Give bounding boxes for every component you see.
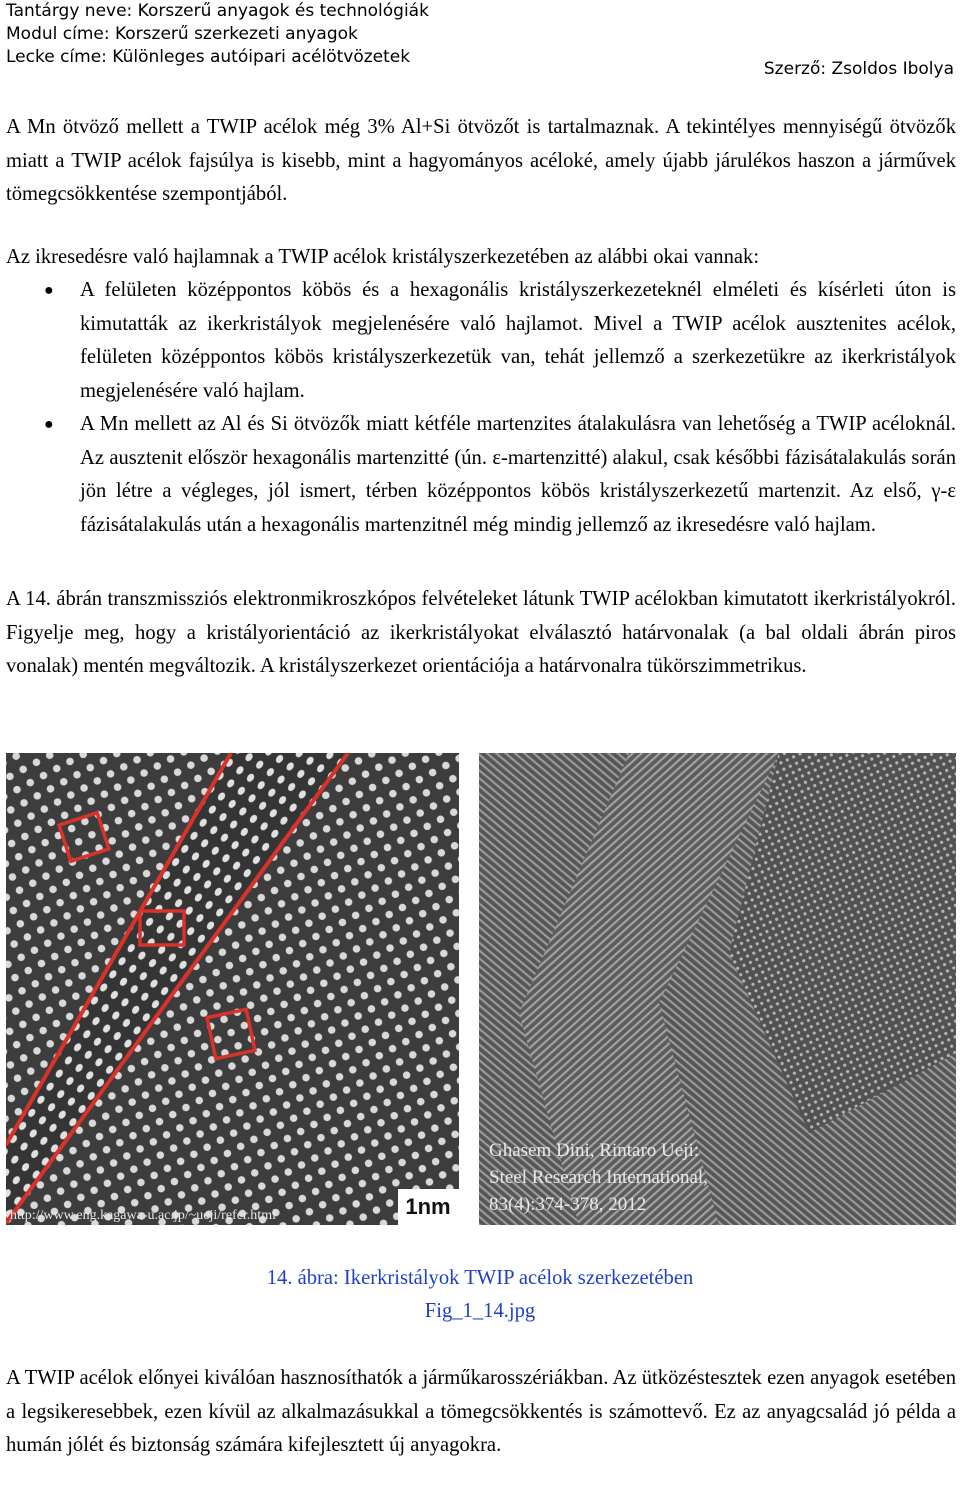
page-header bbox=[6, 0, 954, 79]
bullet-item bbox=[0, 408, 956, 542]
paragraph-twinning-intro: Az ikresedésre való hajlamnak a TWIP acélok kristályszerkezetében az alábbi okai vannak: bbox=[6, 246, 760, 268]
credit-line-1: Ghasem Dini, Rintaro Ueji: bbox=[489, 1140, 700, 1161]
figure-filename: Fig_1_14.jpg bbox=[424, 1300, 536, 1322]
course-name: Tantárgy neve: Korszerű anyagok és technológiák bbox=[6, 1, 429, 21]
image-url: http://www.eng.kagawa-u.ac.jp/~ueji/refer.html bbox=[10, 1208, 276, 1223]
module-title: Modul címe: Korszerű szerkezeti anyagok bbox=[6, 24, 358, 44]
paragraph-figure-description: A 14. ábrán transzmissziós elektronmikroszkópos felvételeket látunk TWIP acélokban kimutatott ikerkristályokról. Figyelje meg, hogy a kristályorientáció az ikerkristályokat elválasztó határvonalak (a bal oldali ábrán piros vonalak) mentén megváltozik. A kristályszerkezet orientációja a határvonalra tükörszimmetrikus. bbox=[6, 588, 956, 677]
figure-caption: 14. ábra: Ikerkristályok TWIP acélok szerkezetében bbox=[266, 1267, 694, 1289]
bullet-list bbox=[0, 274, 956, 542]
lesson-title: Lecke címe: Különleges autóipari acélötvözetek bbox=[6, 47, 411, 67]
bullet-dot-icon: ● bbox=[44, 416, 54, 433]
bullet-item bbox=[0, 274, 956, 408]
author-name: Szerző: Zsoldos Ibolya bbox=[763, 59, 954, 79]
tem-image-right bbox=[479, 753, 956, 1225]
scale-label: 1nm bbox=[405, 1194, 451, 1219]
tem-image-left bbox=[6, 753, 459, 1225]
paragraph-alloying: A Mn ötvöző mellett a TWIP acélok még 3% Al+Si ötvözőt is tartalmaznak. A tekintélyes mennyiségű ötvözők miatt a TWIP acélok fajsúlya is kisebb, mint a hagyományos acéloké, amely újabb járulékos haszon a járművek tömegcsökkentése szempontjából. bbox=[6, 116, 956, 205]
paragraph-advantages: A TWIP acélok előnyei kiválóan hasznosíthatók a járműkarosszériákban. Az ütközéstesztek ezen anyagok esetében a legsikeresebbek, ezen kívül az alkalmazásukkal a tömegcsökkentés is számottevő. Ez az anyagcsalád jó példa a humán jólét és biztonság számára kifejlesztett új anyagokra. bbox=[6, 1367, 956, 1456]
credit-line-3: 83(4):374-378, 2012 bbox=[489, 1194, 647, 1215]
bullet-dot-icon: ● bbox=[44, 282, 54, 299]
bullet-text: A felületen középpontos köbös és a hexagonális kristályszerkezeteknél elméleti és kísérleti úton is kimutatták az ikerkristályok megjelenésére való hajlamot. Mivel a TWIP acélok ausztenites acélok, felületen középpontos köbös kristályszerkezetük van, tehát jellemző a szerkezetükre az ikerkristályok megjelenésére való hajlam. bbox=[80, 279, 956, 402]
credit-line-2: Steel Research International, bbox=[489, 1167, 708, 1188]
bullet-text: A Mn mellett az Al és Si ötvözők miatt kétféle martenzites átalakulásra van lehetőség a TWIP acéloknál. Az ausztenit először hexagonális martenzitté (ún. ε-martenzitté) alakul, csak későbbi fázisátalakulás során jön létre a végleges, jól ismert, térben középpontos köbös kristályszerkezetű martenzit. Az első, γ-ε fázisátalakulás után a hexagonális martenzitnél még mindig jellemző az ikresedésre való hajlam. bbox=[80, 413, 956, 536]
